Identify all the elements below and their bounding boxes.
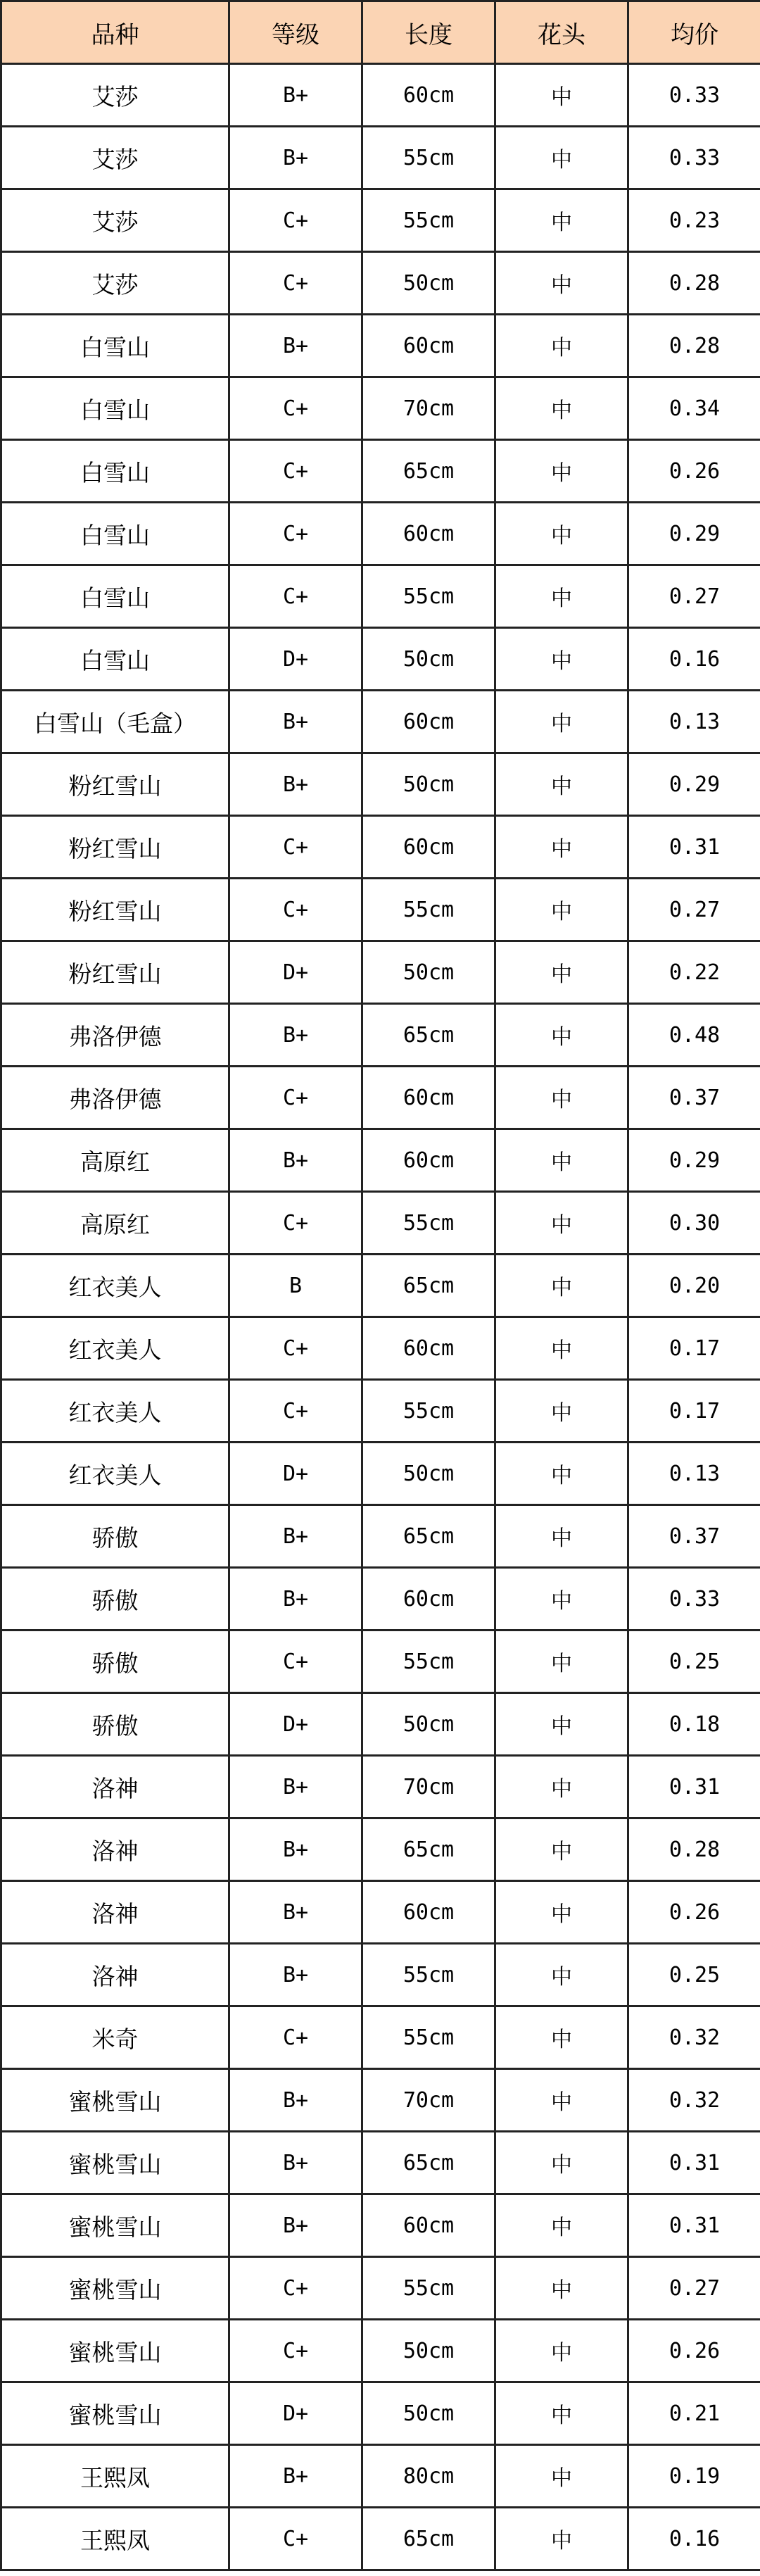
cell-length: 60cm — [362, 816, 495, 879]
cell-variety: 白雪山 — [1, 565, 229, 628]
cell-length: 65cm — [362, 1004, 495, 1067]
cell-flower-head: 中 — [495, 127, 628, 189]
cell-avg-price: 0.32 — [628, 2006, 760, 2069]
cell-flower-head: 中 — [495, 1255, 628, 1317]
cell-variety: 蜜桃雪山 — [1, 2132, 229, 2194]
cell-flower-head: 中 — [495, 1944, 628, 2006]
cell-variety: 米奇 — [1, 2006, 229, 2069]
cell-grade: C+ — [229, 2006, 362, 2069]
cell-variety: 骄傲 — [1, 1693, 229, 1756]
cell-avg-price: 0.22 — [628, 941, 760, 1004]
cell-grade: D+ — [229, 1693, 362, 1756]
table-row — [1, 189, 760, 252]
table-row — [1, 1881, 760, 1944]
table-row — [1, 1129, 760, 1192]
cell-variety: 艾莎 — [1, 252, 229, 315]
table-body — [1, 64, 760, 2570]
table-row — [1, 377, 760, 440]
cell-length: 55cm — [362, 565, 495, 628]
table-row — [1, 691, 760, 753]
cell-grade: C+ — [229, 1067, 362, 1129]
cell-variety: 蜜桃雪山 — [1, 2382, 229, 2445]
cell-variety: 骄傲 — [1, 1568, 229, 1631]
cell-variety: 蜜桃雪山 — [1, 2320, 229, 2382]
cell-length: 50cm — [362, 2320, 495, 2382]
cell-length: 55cm — [362, 1192, 495, 1255]
table-row — [1, 503, 760, 565]
cell-variety: 王熙凤 — [1, 2508, 229, 2570]
cell-variety: 洛神 — [1, 1756, 229, 1818]
cell-flower-head: 中 — [495, 1881, 628, 1944]
cell-length: 60cm — [362, 315, 495, 377]
cell-length: 60cm — [362, 1067, 495, 1129]
cell-grade: C+ — [229, 1380, 362, 1443]
cell-flower-head: 中 — [495, 2320, 628, 2382]
cell-avg-price: 0.16 — [628, 2508, 760, 2570]
cell-grade: C+ — [229, 816, 362, 879]
table-row — [1, 2382, 760, 2445]
cell-flower-head: 中 — [495, 816, 628, 879]
cell-grade: B+ — [229, 64, 362, 127]
cell-flower-head: 中 — [495, 440, 628, 503]
cell-avg-price: 0.31 — [628, 816, 760, 879]
cell-flower-head: 中 — [495, 1192, 628, 1255]
cell-flower-head: 中 — [495, 2445, 628, 2508]
cell-variety: 粉红雪山 — [1, 753, 229, 816]
cell-length: 70cm — [362, 1756, 495, 1818]
cell-avg-price: 0.37 — [628, 1505, 760, 1568]
cell-avg-price: 0.29 — [628, 753, 760, 816]
cell-avg-price: 0.33 — [628, 1568, 760, 1631]
cell-variety: 蜜桃雪山 — [1, 2257, 229, 2320]
cell-variety: 粉红雪山 — [1, 816, 229, 879]
cell-grade: B+ — [229, 127, 362, 189]
cell-grade: B — [229, 1255, 362, 1317]
cell-variety: 蜜桃雪山 — [1, 2194, 229, 2257]
cell-length: 60cm — [362, 2194, 495, 2257]
cell-flower-head: 中 — [495, 2006, 628, 2069]
cell-length: 55cm — [362, 2257, 495, 2320]
cell-length: 60cm — [362, 1568, 495, 1631]
cell-flower-head: 中 — [495, 64, 628, 127]
cell-length: 55cm — [362, 1380, 495, 1443]
cell-flower-head: 中 — [495, 753, 628, 816]
cell-length: 50cm — [362, 628, 495, 691]
header-grade: 等级 — [229, 1, 362, 64]
cell-grade: C+ — [229, 2320, 362, 2382]
cell-avg-price: 0.48 — [628, 1004, 760, 1067]
cell-variety: 艾莎 — [1, 64, 229, 127]
table-row — [1, 1380, 760, 1443]
cell-avg-price: 0.27 — [628, 879, 760, 941]
cell-grade: B+ — [229, 1004, 362, 1067]
cell-variety: 白雪山（毛盒） — [1, 691, 229, 753]
cell-avg-price: 0.25 — [628, 1944, 760, 2006]
table-row — [1, 753, 760, 816]
cell-length: 60cm — [362, 691, 495, 753]
cell-avg-price: 0.33 — [628, 64, 760, 127]
table-row — [1, 816, 760, 879]
cell-variety: 红衣美人 — [1, 1443, 229, 1505]
cell-length: 65cm — [362, 1255, 495, 1317]
cell-length: 65cm — [362, 2508, 495, 2570]
cell-grade: B+ — [229, 2069, 362, 2132]
table-row — [1, 1818, 760, 1881]
cell-length: 50cm — [362, 753, 495, 816]
cell-flower-head: 中 — [495, 2508, 628, 2570]
cell-avg-price: 0.34 — [628, 377, 760, 440]
cell-avg-price: 0.19 — [628, 2445, 760, 2508]
cell-flower-head: 中 — [495, 2194, 628, 2257]
table-row — [1, 1192, 760, 1255]
cell-length: 60cm — [362, 1317, 495, 1380]
cell-length: 50cm — [362, 1443, 495, 1505]
cell-variety: 骄傲 — [1, 1631, 229, 1693]
table-row — [1, 1568, 760, 1631]
table-row — [1, 1004, 760, 1067]
cell-variety: 粉红雪山 — [1, 941, 229, 1004]
cell-flower-head: 中 — [495, 1129, 628, 1192]
cell-avg-price: 0.26 — [628, 440, 760, 503]
table-row — [1, 1067, 760, 1129]
cell-flower-head: 中 — [495, 2257, 628, 2320]
table-row — [1, 2069, 760, 2132]
cell-flower-head: 中 — [495, 1380, 628, 1443]
cell-variety: 弗洛伊德 — [1, 1004, 229, 1067]
table-row — [1, 1693, 760, 1756]
cell-variety: 白雪山 — [1, 503, 229, 565]
cell-length: 50cm — [362, 2382, 495, 2445]
cell-grade: C+ — [229, 2508, 362, 2570]
cell-grade: D+ — [229, 2382, 362, 2445]
cell-variety: 白雪山 — [1, 628, 229, 691]
cell-length: 65cm — [362, 1505, 495, 1568]
cell-avg-price: 0.26 — [628, 1881, 760, 1944]
cell-length: 55cm — [362, 1631, 495, 1693]
cell-variety: 红衣美人 — [1, 1317, 229, 1380]
cell-grade: C+ — [229, 2257, 362, 2320]
cell-grade: B+ — [229, 315, 362, 377]
table-row — [1, 941, 760, 1004]
cell-variety: 弗洛伊德 — [1, 1067, 229, 1129]
cell-avg-price: 0.17 — [628, 1380, 760, 1443]
cell-variety: 洛神 — [1, 1818, 229, 1881]
table-row — [1, 1255, 760, 1317]
cell-flower-head: 中 — [495, 1505, 628, 1568]
table-row — [1, 1443, 760, 1505]
cell-grade: C+ — [229, 565, 362, 628]
cell-grade: B+ — [229, 2132, 362, 2194]
cell-flower-head: 中 — [495, 189, 628, 252]
cell-variety: 红衣美人 — [1, 1255, 229, 1317]
cell-flower-head: 中 — [495, 1631, 628, 1693]
cell-grade: D+ — [229, 628, 362, 691]
cell-length: 65cm — [362, 2132, 495, 2194]
cell-grade: B+ — [229, 1944, 362, 2006]
cell-length: 55cm — [362, 1944, 495, 2006]
cell-variety: 骄傲 — [1, 1505, 229, 1568]
cell-avg-price: 0.23 — [628, 189, 760, 252]
cell-grade: B+ — [229, 1818, 362, 1881]
cell-avg-price: 0.20 — [628, 1255, 760, 1317]
cell-variety: 艾莎 — [1, 127, 229, 189]
cell-flower-head: 中 — [495, 1067, 628, 1129]
cell-variety: 高原红 — [1, 1129, 229, 1192]
table-row — [1, 2320, 760, 2382]
cell-grade: C+ — [229, 252, 362, 315]
header-variety: 品种 — [1, 1, 229, 64]
table-row — [1, 2194, 760, 2257]
cell-length: 50cm — [362, 941, 495, 1004]
cell-variety: 艾莎 — [1, 189, 229, 252]
table-row — [1, 2006, 760, 2069]
cell-flower-head: 中 — [495, 941, 628, 1004]
cell-length: 60cm — [362, 1881, 495, 1944]
cell-variety: 洛神 — [1, 1881, 229, 1944]
cell-variety: 王熙凤 — [1, 2445, 229, 2508]
cell-flower-head: 中 — [495, 503, 628, 565]
cell-grade: B+ — [229, 753, 362, 816]
cell-grade: C+ — [229, 503, 362, 565]
table-row — [1, 628, 760, 691]
cell-avg-price: 0.16 — [628, 628, 760, 691]
table-row — [1, 2445, 760, 2508]
cell-avg-price: 0.17 — [628, 1317, 760, 1380]
cell-avg-price: 0.28 — [628, 315, 760, 377]
cell-flower-head: 中 — [495, 565, 628, 628]
cell-length: 65cm — [362, 1818, 495, 1881]
cell-variety: 高原红 — [1, 1192, 229, 1255]
cell-avg-price: 0.29 — [628, 503, 760, 565]
cell-variety: 蜜桃雪山 — [1, 2069, 229, 2132]
cell-flower-head: 中 — [495, 1443, 628, 1505]
cell-flower-head: 中 — [495, 2382, 628, 2445]
cell-avg-price: 0.30 — [628, 1192, 760, 1255]
cell-flower-head: 中 — [495, 628, 628, 691]
table-row — [1, 1756, 760, 1818]
table-row — [1, 2132, 760, 2194]
cell-grade: C+ — [229, 377, 362, 440]
table-row — [1, 2257, 760, 2320]
cell-length: 55cm — [362, 189, 495, 252]
cell-length: 55cm — [362, 2006, 495, 2069]
cell-flower-head: 中 — [495, 1818, 628, 1881]
table-row — [1, 127, 760, 189]
cell-grade: D+ — [229, 941, 362, 1004]
cell-avg-price: 0.26 — [628, 2320, 760, 2382]
cell-grade: B+ — [229, 1756, 362, 1818]
header-flower-head: 花头 — [495, 1, 628, 64]
cell-variety: 红衣美人 — [1, 1380, 229, 1443]
cell-flower-head: 中 — [495, 1568, 628, 1631]
cell-flower-head: 中 — [495, 377, 628, 440]
cell-grade: B+ — [229, 2445, 362, 2508]
cell-grade: C+ — [229, 1631, 362, 1693]
cell-avg-price: 0.37 — [628, 1067, 760, 1129]
cell-variety: 白雪山 — [1, 377, 229, 440]
cell-length: 80cm — [362, 2445, 495, 2508]
cell-avg-price: 0.33 — [628, 127, 760, 189]
table-row — [1, 1317, 760, 1380]
table-row — [1, 2508, 760, 2570]
table-row — [1, 440, 760, 503]
header-row — [1, 1, 760, 64]
cell-grade: C+ — [229, 440, 362, 503]
cell-variety: 白雪山 — [1, 315, 229, 377]
cell-length: 60cm — [362, 503, 495, 565]
cell-length: 50cm — [362, 252, 495, 315]
table-row — [1, 1631, 760, 1693]
cell-avg-price: 0.13 — [628, 691, 760, 753]
table-row — [1, 1505, 760, 1568]
cell-flower-head: 中 — [495, 252, 628, 315]
cell-avg-price: 0.31 — [628, 2194, 760, 2257]
cell-avg-price: 0.27 — [628, 2257, 760, 2320]
cell-flower-head: 中 — [495, 1693, 628, 1756]
table-row — [1, 879, 760, 941]
cell-avg-price: 0.32 — [628, 2069, 760, 2132]
cell-variety: 粉红雪山 — [1, 879, 229, 941]
cell-grade: B+ — [229, 1505, 362, 1568]
cell-variety: 洛神 — [1, 1944, 229, 2006]
cell-grade: D+ — [229, 1443, 362, 1505]
cell-avg-price: 0.25 — [628, 1631, 760, 1693]
header-avg-price: 均价 — [628, 1, 760, 64]
cell-grade: C+ — [229, 1317, 362, 1380]
cell-avg-price: 0.31 — [628, 1756, 760, 1818]
cell-avg-price: 0.31 — [628, 2132, 760, 2194]
cell-avg-price: 0.21 — [628, 2382, 760, 2445]
cell-avg-price: 0.18 — [628, 1693, 760, 1756]
cell-flower-head: 中 — [495, 1004, 628, 1067]
cell-length: 60cm — [362, 64, 495, 127]
header-length: 长度 — [362, 1, 495, 64]
table-row — [1, 252, 760, 315]
cell-grade: C+ — [229, 879, 362, 941]
cell-variety: 白雪山 — [1, 440, 229, 503]
cell-length: 70cm — [362, 377, 495, 440]
cell-grade: B+ — [229, 691, 362, 753]
cell-length: 65cm — [362, 440, 495, 503]
cell-avg-price: 0.27 — [628, 565, 760, 628]
cell-flower-head: 中 — [495, 315, 628, 377]
cell-avg-price: 0.28 — [628, 1818, 760, 1881]
cell-length: 60cm — [362, 1129, 495, 1192]
cell-grade: C+ — [229, 1192, 362, 1255]
cell-flower-head: 中 — [495, 691, 628, 753]
cell-length: 55cm — [362, 879, 495, 941]
cell-grade: B+ — [229, 1129, 362, 1192]
table-row — [1, 1944, 760, 2006]
cell-grade: B+ — [229, 2194, 362, 2257]
table-row — [1, 315, 760, 377]
table-row — [1, 64, 760, 127]
cell-avg-price: 0.13 — [628, 1443, 760, 1505]
cell-flower-head: 中 — [495, 1756, 628, 1818]
table-row — [1, 565, 760, 628]
cell-flower-head: 中 — [495, 879, 628, 941]
cell-length: 55cm — [362, 127, 495, 189]
cell-grade: B+ — [229, 1881, 362, 1944]
cell-avg-price: 0.28 — [628, 252, 760, 315]
cell-avg-price: 0.29 — [628, 1129, 760, 1192]
cell-grade: C+ — [229, 189, 362, 252]
cell-grade: B+ — [229, 1568, 362, 1631]
cell-flower-head: 中 — [495, 1317, 628, 1380]
cell-length: 50cm — [362, 1693, 495, 1756]
cell-flower-head: 中 — [495, 2069, 628, 2132]
cell-flower-head: 中 — [495, 2132, 628, 2194]
cell-length: 70cm — [362, 2069, 495, 2132]
